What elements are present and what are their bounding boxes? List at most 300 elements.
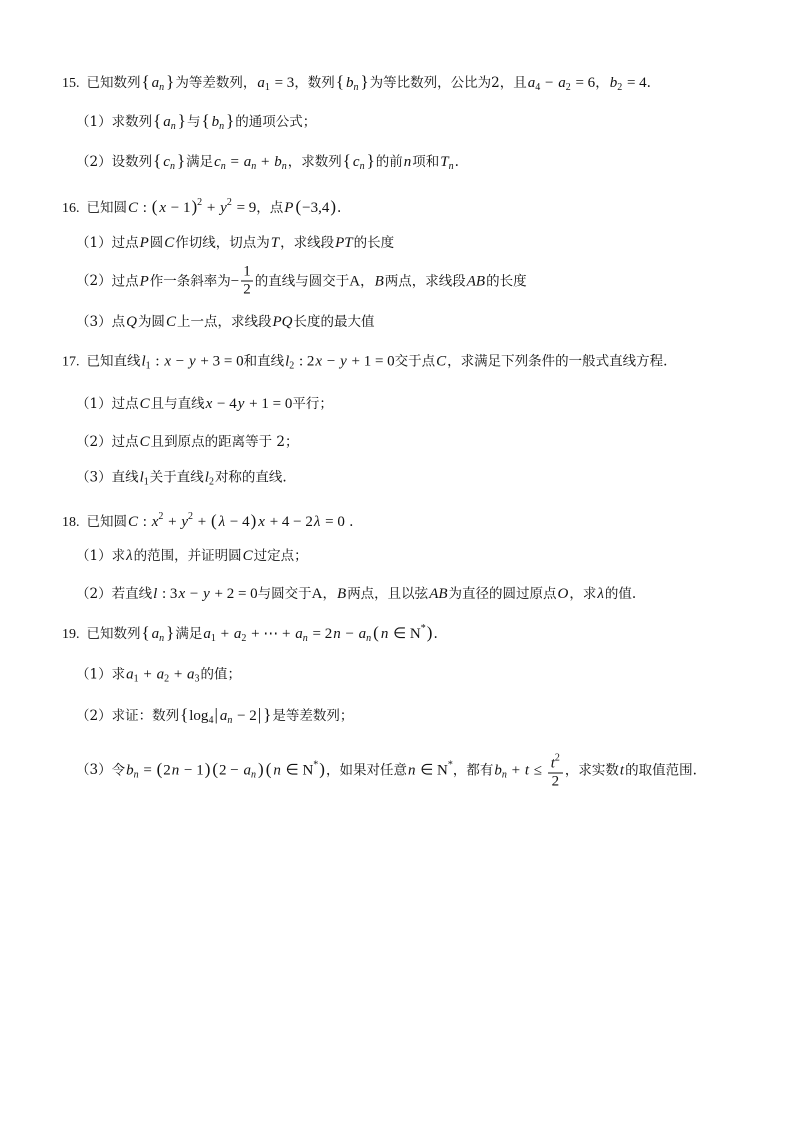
math-operator: : 2 <box>295 353 315 370</box>
math-operator: + <box>507 762 524 778</box>
part-text <box>112 434 299 450</box>
subscript: 1 <box>145 360 151 372</box>
question-19-part-1 <box>76 665 241 690</box>
text-run: 的通项公式； <box>235 114 317 130</box>
text-run: 项和 <box>412 154 440 170</box>
math-delimiter: ( <box>151 197 158 216</box>
math-operator: : <box>139 200 151 216</box>
math-delimiter: { <box>153 151 162 170</box>
math-operator: $\log_4$ <box>189 708 214 726</box>
math-operator: −3,4 <box>302 200 330 216</box>
text-run: 且与直线 <box>150 396 205 412</box>
question-15-part-1 <box>76 111 316 137</box>
fraction-denominator <box>241 282 253 298</box>
math-variable: y <box>203 586 210 602</box>
math-delimiter: ) <box>319 759 325 778</box>
math-operator: − 2 <box>233 708 257 724</box>
text-run: ，数列 <box>294 75 335 91</box>
text-run: 的长度 <box>353 235 395 251</box>
math-delimiter: } <box>366 151 375 170</box>
question-17-stem <box>62 352 667 377</box>
subscript: n <box>366 633 372 644</box>
math-variable: $a_n$ <box>243 154 257 172</box>
math-delimiter: } <box>166 72 175 91</box>
math-variable: AB <box>429 586 448 602</box>
math-operator: + <box>194 514 210 530</box>
text-run: 关于直线 <box>149 469 204 486</box>
math-delimiter: ) <box>250 511 257 530</box>
text-run: ， <box>595 75 609 91</box>
math-operator: A <box>349 273 361 289</box>
part-text <box>112 396 333 412</box>
question-17-part-3 <box>76 468 287 493</box>
math-variable: $c_n$ <box>163 154 175 172</box>
part-label: （2） <box>76 154 112 170</box>
text-run: ，求 <box>569 586 597 602</box>
fraction <box>548 751 563 790</box>
math-delimiter: { <box>141 623 150 642</box>
subscript: n <box>359 161 365 172</box>
text-run: 求 <box>111 666 126 683</box>
math-operator: + <box>164 514 181 530</box>
math-variable: $a_n$ <box>151 75 165 93</box>
math-variable: $a_n$ <box>243 762 257 780</box>
math-operator: = 9 <box>232 200 257 216</box>
math-delimiter: } <box>360 72 369 91</box>
text-run: . <box>454 154 459 170</box>
question-18-part-2 <box>76 584 636 604</box>
math-variable: Q <box>126 314 137 330</box>
subscript: n <box>501 769 507 780</box>
part-label: （2） <box>76 708 112 724</box>
subscript: n <box>251 769 257 780</box>
math-operator: + 4 − 2 <box>265 514 313 530</box>
fraction <box>241 265 253 298</box>
math-operator: ≤ <box>530 762 546 778</box>
math-delimiter: } <box>176 151 186 170</box>
text-run: ，点 <box>256 200 284 216</box>
math-delimiter: ) <box>330 197 337 216</box>
math-operator: = <box>226 154 243 170</box>
math-operator: : 3 <box>158 586 178 602</box>
math-variable: $l_1$ <box>139 469 149 488</box>
part-text <box>112 314 375 330</box>
math-operator: 1 <box>243 263 251 280</box>
math-operator: 2 <box>163 762 171 778</box>
math-variable: PQ <box>272 314 293 330</box>
part-label: （3） <box>76 762 112 778</box>
subscript: 3 <box>194 673 200 685</box>
math-delimiter: { <box>335 72 344 91</box>
math-variable: λ <box>313 514 321 530</box>
text-run: 两点，且以弦 <box>347 586 429 602</box>
math-variable: P <box>284 200 294 216</box>
math-variable: y <box>340 353 347 370</box>
question-number: 16. <box>62 201 80 216</box>
text-run: 直线 <box>111 469 139 486</box>
part-text <box>112 235 395 251</box>
math-variable: C <box>128 514 139 530</box>
part-text <box>111 263 527 298</box>
superscript: 2 <box>158 511 164 522</box>
math-variable: $c_n$ <box>214 154 226 172</box>
part-label: （3） <box>76 469 112 486</box>
math-variable: $b_n$ <box>274 154 287 172</box>
math-variable: x <box>258 514 265 530</box>
subscript: n <box>169 161 175 172</box>
math-operator: + 2 = 0 <box>210 586 258 602</box>
math-variable: y <box>188 353 196 370</box>
math-variable: C <box>242 548 253 564</box>
math-operator: A <box>311 586 323 602</box>
math-variable: $a_n$ <box>358 626 372 644</box>
question-15-stem <box>62 72 651 98</box>
math-variable: n <box>403 154 412 170</box>
text-run: 若直线 <box>111 586 153 602</box>
math-variable: t <box>619 762 625 778</box>
question-number: 17. <box>62 354 80 370</box>
math-delimiter: ( <box>265 759 272 778</box>
text-run: 平行； <box>292 396 333 412</box>
math-operator: + ⋯ + <box>247 626 295 642</box>
math-variable: C <box>164 235 175 251</box>
math-variable: $l_2$ <box>285 353 295 372</box>
part-label: （3） <box>76 314 112 330</box>
math-variable: $b_2$ <box>609 75 623 93</box>
text-run: 满足 <box>186 154 214 170</box>
text-run: 求 <box>111 548 126 564</box>
math-variable: $b_n$ <box>345 75 359 93</box>
math-delimiter: ( <box>156 759 163 778</box>
question-text <box>86 511 354 530</box>
question-18-stem <box>62 507 353 533</box>
math-variable: P <box>139 273 149 289</box>
text-run: 满足 <box>175 626 203 642</box>
math-variable: $a_n$ <box>163 114 176 132</box>
math-variable: $b_n$ <box>126 762 139 780</box>
text-run: 为圆 <box>137 314 165 330</box>
math-operator: : <box>139 514 151 530</box>
math-operator: − <box>341 626 358 642</box>
question-17-part-1 <box>76 394 333 414</box>
subscript: 1 <box>133 673 139 685</box>
math-variable: $T_n$ <box>440 154 454 172</box>
text-run: 和直线 <box>243 353 285 370</box>
subscript: n <box>281 161 287 172</box>
part-label: （1） <box>76 548 112 564</box>
math-operator: + <box>216 626 233 642</box>
text-run: ，如果对任意 <box>325 762 407 778</box>
text-run: 已知圆 <box>86 200 127 216</box>
text-run: ， <box>322 586 337 602</box>
math-variable: C <box>128 200 139 216</box>
text-run: ， <box>360 273 374 289</box>
superscript: 2 <box>226 197 232 208</box>
math-operator: + 3 = 0 <box>196 353 244 370</box>
math-operator: + <box>203 200 220 216</box>
math-variable: $a_3$ <box>187 666 200 685</box>
math-delimiter: } <box>226 111 235 130</box>
question-number: 19. <box>62 627 80 642</box>
text-run: 过点 <box>111 273 139 289</box>
text-run: 的值； <box>200 666 242 683</box>
math-operator: − <box>186 586 203 602</box>
subscript: n <box>227 715 233 726</box>
math-operator: − 1 <box>180 762 204 778</box>
text-run: ，都有 <box>452 762 494 778</box>
subscript: n <box>220 161 226 172</box>
math-variable: C <box>139 434 150 450</box>
math-delimiter: ( <box>295 197 302 216</box>
superscript: 2 <box>188 511 193 522</box>
math-delimiter: )$^2$ <box>191 197 203 216</box>
math-operator: + 1 = 0 <box>245 396 293 412</box>
subscript: 2 <box>164 673 170 685</box>
math-variable: $a_2$ <box>156 666 170 685</box>
math-variable: $a_2$ <box>233 626 247 644</box>
text-run: ，求线段 <box>280 235 335 251</box>
math-operator: 2 <box>243 281 251 298</box>
text-run: 点 <box>111 314 126 330</box>
math-operator: = 6 <box>571 75 596 91</box>
subscript: n <box>170 121 176 132</box>
text-run: 长度的最大值 <box>293 314 375 330</box>
text-run: 令 <box>111 762 126 778</box>
subscript: 4 <box>535 82 541 93</box>
question-19-stem <box>62 619 438 649</box>
question-number: 18. <box>62 515 80 530</box>
text-run: 作切线，切点为 <box>175 235 270 251</box>
subscript: 1 <box>264 82 270 93</box>
text-run: . <box>646 75 651 91</box>
math-variable: n <box>380 626 389 642</box>
question-19-part-3 <box>76 751 697 790</box>
math-variable: x <box>205 396 213 412</box>
math-variable: $x^2$ <box>151 511 164 530</box>
question-18-part-1 <box>76 546 308 566</box>
part-text <box>111 705 354 726</box>
math-delimiter: } <box>166 623 175 642</box>
text-run: 与 <box>186 114 201 130</box>
math-variable: $a_n$ <box>219 708 233 726</box>
math-variable: l <box>153 586 158 602</box>
question-text <box>86 72 651 93</box>
math-delimiter: ( <box>212 759 219 778</box>
math-delimiter: | <box>257 705 262 724</box>
subscript: 1 <box>143 476 149 488</box>
math-operator: ∈ <box>281 762 303 778</box>
math-variable: n <box>273 762 281 778</box>
text-run: 过点 <box>111 396 139 412</box>
math-variable: $a_1$ <box>203 626 216 644</box>
text-run: 设数列 <box>111 154 153 170</box>
text-run: 是等差数列； <box>272 708 354 724</box>
math-variable: n <box>333 626 341 642</box>
math-delimiter: } <box>263 705 272 724</box>
math-variable: x <box>164 353 172 370</box>
subscript: n <box>133 769 139 780</box>
part-text <box>112 586 637 602</box>
math-variable: λ <box>597 586 604 602</box>
text-run: 的值. <box>604 586 637 602</box>
math-variable: $y^2$ <box>220 197 232 216</box>
text-run: 作一条斜率为 <box>149 273 231 289</box>
question-text <box>87 354 668 370</box>
subscript: 2 <box>617 82 623 93</box>
math-variable: $a_4$ <box>527 75 541 93</box>
part-label: （1） <box>76 235 112 251</box>
text-run: . <box>344 514 354 530</box>
question-text <box>86 623 438 644</box>
math-operator: ∈ <box>389 626 410 642</box>
part-text <box>112 470 287 486</box>
part-text <box>111 111 317 132</box>
subscript: 2 <box>241 633 247 644</box>
math-delimiter: ( <box>210 511 217 530</box>
math-delimiter: { <box>201 111 210 130</box>
math-operator: + <box>257 154 274 170</box>
math-variable: T <box>270 235 280 251</box>
text-run: 过点 <box>111 235 139 251</box>
subscript: 1 <box>210 633 216 644</box>
math-operator: − <box>172 353 188 370</box>
math-variable: $a_1$ <box>257 75 270 93</box>
text-run: 过定点； <box>253 548 308 564</box>
math-operator: + 1 = 0 <box>347 353 395 370</box>
math-variable: y <box>237 396 245 412</box>
math-operator: 2 <box>551 773 560 790</box>
text-run: 圆 <box>149 235 164 251</box>
math-variable: $a_1$ <box>126 666 139 685</box>
math-delimiter: ) <box>258 759 264 778</box>
math-variable: B <box>337 586 347 602</box>
text-run: 的直线与圆交于 <box>254 273 350 289</box>
math-variable: x <box>178 586 186 602</box>
superscript: 2 <box>197 197 203 208</box>
math-variable: PT <box>335 235 353 251</box>
math-operator: N* <box>437 759 453 778</box>
math-operator: − 1 <box>167 200 191 216</box>
text-run: 的取值范围. <box>625 762 697 778</box>
math-delimiter: ( <box>373 623 379 642</box>
question-17-part-2 <box>76 432 299 452</box>
subscript: n <box>219 121 225 132</box>
math-variable: n <box>407 762 416 778</box>
math-variable: x <box>315 353 323 370</box>
superscript: * <box>447 759 453 770</box>
math-delimiter: ) <box>426 623 433 642</box>
math-operator: N* <box>302 759 319 778</box>
math-operator: = 4 <box>623 75 647 91</box>
math-operator: = <box>139 762 156 778</box>
text-run: 交于点 <box>394 353 436 370</box>
question-19-part-2 <box>76 705 353 731</box>
math-operator: − <box>230 273 240 289</box>
text-run: 求证：数列 <box>111 708 180 724</box>
math-operator: : <box>151 353 164 370</box>
math-delimiter: | <box>214 705 218 724</box>
math-variable: $b_n$ <box>211 114 225 132</box>
math-variable: O <box>557 586 569 602</box>
math-operator: − 4 <box>226 514 250 530</box>
subscript: n <box>302 633 308 644</box>
math-variable: λ <box>126 548 133 564</box>
math-variable: t <box>524 762 530 778</box>
math-operator: = 2 <box>308 626 333 642</box>
text-run: 与圆交于 <box>257 586 312 602</box>
math-operator: + <box>139 666 156 683</box>
text-run: 过点 <box>111 434 139 450</box>
part-label: （1） <box>76 396 112 412</box>
superscript: * <box>313 759 319 770</box>
subscript: n <box>159 82 165 93</box>
math-variable: $a_2$ <box>558 75 571 93</box>
text-run: 已知数列 <box>86 626 141 642</box>
text-run: 上一点，求线段 <box>176 314 272 330</box>
text-run: 的长度 <box>486 273 527 289</box>
math-variable: $a_n$ <box>151 626 165 644</box>
subscript: 2 <box>289 360 295 372</box>
math-variable: n <box>171 762 180 778</box>
fraction-denominator <box>548 774 563 790</box>
subscript: n <box>159 633 165 644</box>
math-variable: C <box>165 314 176 330</box>
math-variable: $b_n$ <box>494 762 507 780</box>
math-operator: + <box>170 666 187 683</box>
math-delimiter: { <box>180 705 189 724</box>
math-variable: $c_n$ <box>352 154 365 172</box>
text-run: 已知数列 <box>86 75 141 91</box>
math-variable: $l_1$ <box>141 353 151 372</box>
text-run: 的前 <box>375 154 403 170</box>
superscript: 2 <box>554 752 560 764</box>
subscript: n <box>353 82 359 93</box>
subscript: 2 <box>208 476 214 488</box>
text-run: . <box>337 200 342 216</box>
math-variable: λ <box>218 514 226 530</box>
question-16-stem <box>62 193 341 219</box>
math-variable: P <box>139 235 149 251</box>
text-run: 为等差数列， <box>175 75 257 91</box>
part-label: （2） <box>76 586 112 602</box>
text-run: . <box>433 626 438 642</box>
text-run: 对称的直线. <box>214 469 287 486</box>
fraction-numerator <box>241 265 253 282</box>
text-run: 的范围，并证明圆 <box>133 548 242 564</box>
math-variable: x <box>159 200 167 216</box>
math-variable: $t^2$ <box>550 752 560 772</box>
text-run: ，求满足下列条件的一般式直线方程. <box>447 353 668 370</box>
math-variable: $l_2$ <box>204 469 214 488</box>
question-16-part-1 <box>76 233 394 253</box>
math-variable: C <box>139 396 150 412</box>
math-delimiter: { <box>141 72 150 91</box>
part-text <box>112 548 308 564</box>
math-variable: B <box>374 273 384 289</box>
math-variable: $y^2$ <box>181 511 193 530</box>
part-text <box>112 667 241 683</box>
text-run: 两点，求线段 <box>384 273 466 289</box>
math-operator: N* <box>409 623 426 642</box>
math-variable: AB <box>466 273 486 289</box>
part-text <box>111 752 697 790</box>
math-delimiter: { <box>342 151 351 170</box>
question-15-part-2 <box>76 151 459 177</box>
text-run: ，求数列 <box>287 154 342 170</box>
math-operator: − <box>541 75 558 91</box>
superscript: * <box>420 623 426 634</box>
text-run: 已知圆 <box>86 514 127 530</box>
